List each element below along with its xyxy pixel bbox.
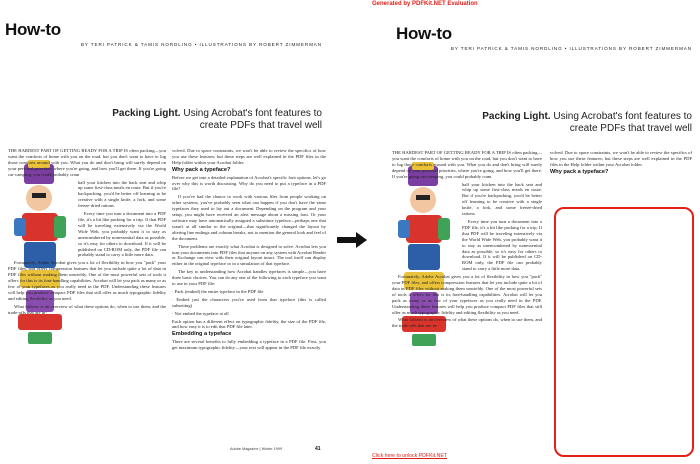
paragraph: THE HARDEST PART OF GETTING READY FOR A TRIP IS often packing—you want the comforts of home with you on the road, but you don't want to have to lug those comforts around with you. What you do and don't bring will surely depend on your personal priorities, where you're going, and how you'll get there. If you're going car-camping, you could probably cram xyxy=(8,148,166,177)
paragraph: half your kitchen into the back seat and whip up some first-class meals en route. But if you're backpacking, you'd be better off learning to be creative with a single knife, a fork, and some freeze-dried rations. xyxy=(462,181,542,217)
converted-page xyxy=(368,0,700,464)
headline-rest: Using Acrobat's font features to create PDFs that travel well xyxy=(180,108,322,131)
bullet-item: · Pack (embed) the entire typeface in the PDF file xyxy=(172,288,264,294)
right-arrow-icon xyxy=(337,232,367,248)
unlock-link[interactable]: Click here to unlock PDFKit.NET xyxy=(372,453,447,459)
article-headline xyxy=(102,108,322,132)
paragraph: These problems are exactly what Acrobat is designed to solve. Acrobat lets you turn your documents into PDF files that anyone on any system with Acrobat Reader or Exchange can view with their original layout intact. The tool itself can display either in the original typeface or in a simulation of that typeface. xyxy=(172,243,326,267)
section-title: How-to xyxy=(5,20,61,39)
paragraph: Every time you turn a document into a PDF file, it's a bit like packing for a trip. If that PDF will be traveling extensively via the World Wide Web, you probably want it to stay as unencumbered by nonessential data as possible, so it's easy for others to download. If it will be published on CD-ROM only, the PDF file can probably stand to carry a little more data. xyxy=(78,211,166,258)
headline-bold: Packing Light. xyxy=(112,108,181,119)
headline-rest: Using Acrobat's font features to create PDFs that travel well xyxy=(550,111,692,134)
headline-bold: Packing Light. xyxy=(482,111,551,122)
page-number: 41 xyxy=(315,446,321,452)
bullet-item: · Embed just the characters you've used from that typeface (this is called subsetting) xyxy=(172,296,326,308)
paragraph: Fortunately, Adobe Acrobat gives you a lot of flexibility in how you "pack" your PDF files, and offers compression features that let you include quite a lot of data in PDF files without making them unwieldy. One of the most powerful sets of tools it offers for this is its font-handling capabilities. Acrobat will let you pack as many or as few of your typefaces as you really need in the PDF. Understanding these features will help you produce compact PDF files that still offer as much typographic fidelity and editing flexibility as you need. xyxy=(392,274,542,315)
byline: BY TERI PATRICK & TAMIS NORDLING • ILLUSTRATIONS BY ROBERT ZIMMERMAN xyxy=(80,42,322,47)
folio: Adobe Magazine | Winter 1999 xyxy=(230,447,283,451)
column-right xyxy=(172,148,326,353)
bullet-item: · Not embed the typeface at all xyxy=(172,310,229,316)
column-right xyxy=(550,150,692,177)
paragraph: Fortunately, Adobe Acrobat gives you a lot of flexibility in how you "pack" your PDF files, and offers compression features that let you include quite a lot of data in PDF files without making them unwieldy. One of the most powerful sets of tools it offers for this is its font-handling capabilities. Acrobat will let you pack as many or as few of your typefaces as you really need in the PDF. Understanding these features will help you produce compact PDF files that still offer as much typographic fidelity and editing flexibility as you need. xyxy=(8,260,166,301)
paragraph: If you've had the chance to work with various files from people working on other systems, you've probably seen what can happen if you don't have the same typefaces they used to lay out a document. Depending on the program and your setup, you might have received an alert message about a missing font. Or your software may have automatically assigned a substitute typeface—perhaps one that wasn't at all similar to the original—that significantly changed the layout by altering line endings and column breaks, not to mention the general look and feel of the document. xyxy=(172,194,326,241)
paragraph: The key to understanding how Acrobat handles typefaces is simple—you have three basic choices. You can do any one of the following to each typeface you want to use in your PDF file: xyxy=(172,269,326,287)
column-left xyxy=(8,148,166,317)
original-page xyxy=(0,0,334,464)
subhead-embedding: Embedding a typeface xyxy=(172,331,232,338)
subhead-why-pack: Why pack a typeface? xyxy=(550,168,609,175)
paragraph: volved. Due to space constraints, we won't be able to review the specifics of how you use these features; but these steps are well explained in the PDF files in the Help folder within your Acrobat folder. xyxy=(172,148,326,165)
paragraph: Every time you turn a document into a PDF file, it's a bit like packing for a trip. If that PDF will be traveling extensively via the World Wide Web, you probably want it to stay as unencumbered by nonessential data as possible, so it's easy for others to download. If it will be published on CD-ROM only, the PDF file can probably stand to carry a little more data. xyxy=(462,218,542,272)
paragraph: Each option has a different effect on typographic fidelity, the size of the PDF file, and how easy it is to edit that PDF file later. xyxy=(172,318,326,330)
paragraph: THE HARDEST PART OF GETTING READY FOR A TRIP IS often packing—you want the comforts of home with you on the road, but you don't want to have to lug those comforts around with you. What you do and don't bring will surely depend on your personal priorities, where you're going, and how you'll get there. If you're going car-camping, you could probably cram xyxy=(392,150,542,179)
paragraph: Before we get into a detailed explanation of Acrobat's specific font options, let's go over why this is worth discussing. Why do you need to put a typeface in a PDF file? xyxy=(172,174,326,192)
byline: BY TERI PATRICK & TAMIS NORDLING • ILLUSTRATIONS BY ROBERT ZIMMERMAN xyxy=(450,46,692,51)
section-title: How-to xyxy=(396,24,452,43)
subhead-why-pack: Why pack a typeface? xyxy=(172,166,231,173)
paragraph: There are several benefits to fully embedding a typeface in a PDF file. First, you get maximum typographic fidelity—your text will appear in the PDF file exactly xyxy=(172,339,326,351)
missing-content-box xyxy=(554,207,694,457)
paragraph: half your kitchen into the back seat and whip up some first-class meals en route. But if you're backpacking, you'd be better off learning to be creative with a single knife, a fork, and some freeze-dried rations. xyxy=(78,179,166,209)
article-headline xyxy=(482,111,692,135)
paragraph: What follows is an overview of what these options do, when to use them, and the trade-offs that are in- xyxy=(392,317,542,329)
paragraph: volved. Due to space constraints, we won't be able to review the specifics of how you use these features; but these steps are well explained in the PDF files in the Help folder within your Acrobat folder. xyxy=(550,150,692,167)
paragraph: What follows is an overview of what these options do, when to use them, and the trade-offs that are in- xyxy=(8,303,166,315)
column-left xyxy=(392,150,542,331)
evaluation-banner: Generated by PDFKit.NET Evaluation xyxy=(372,1,478,7)
